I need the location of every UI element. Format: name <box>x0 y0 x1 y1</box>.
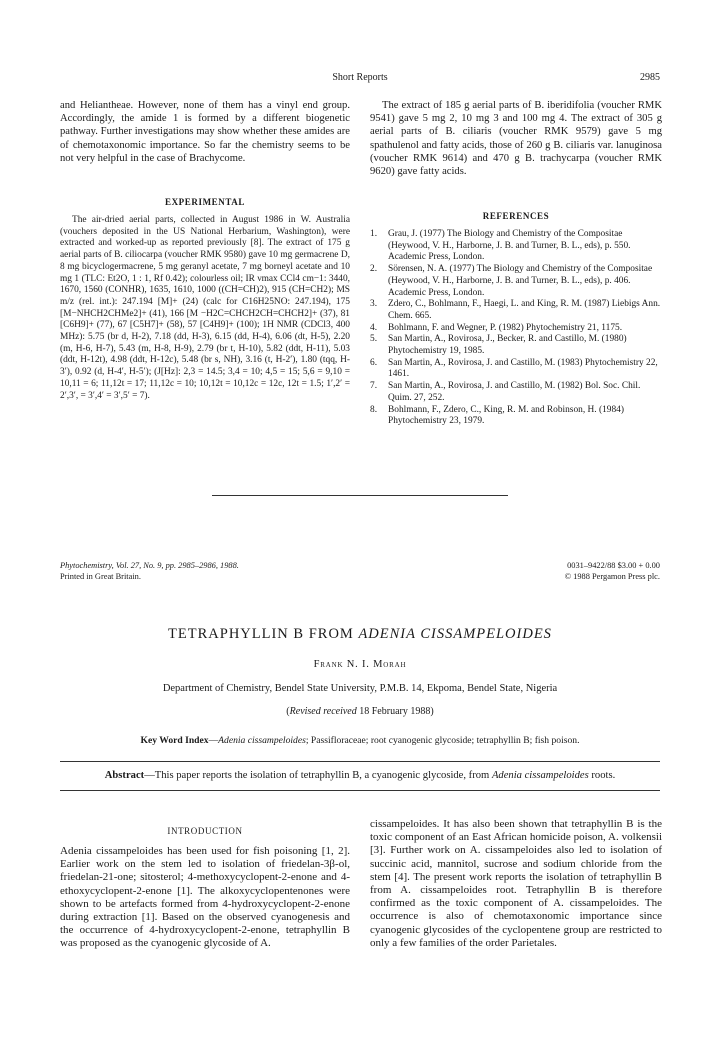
section-title: Short Reports <box>332 72 388 83</box>
article-separator <box>212 495 508 496</box>
experimental-paragraph: The air-dried aerial parts, collected in August 1986 in W. Australia (vouchers deposited in the US National Herbarium, Washington), were extracted and worked-up as reported previously [8]. The extract of 175 g aerial parts of B. ciliocarpa (voucher RMK 9580) gave 10 mg germacrene D, 8 mg bicyclogermacrene, 5 mg geranyl acetate, 7 mg borneyl acetate and 10 mg 1 (TLC: Et2O, 1 : 1, Rf 0.42); colourless oil; IR νmax CCl4 cm−1: 3440, 1670, 1560 (CONHR), 1635, 1610, 1000 ((CH=CH)2), 915 (CH=CH2); MS m/z (rel. int.): 247.194 [M]+ (24) (calc for C16H25NO: 247.194), 175 [M−NHCH2CHMe2]+ (41), 166 [M −H2C=CHCH2CH=CHCH2]+ (37), 81 [C6H9]+ (77), 67 [C5H7]+ (58), 57 [C4H9]+ (100); 1H NMR (CDCl3, 400 MHz): 5.75 (br d, H-2), 7.18 (dd, H-3), 6.15 (dd, H-4), 6.06 (dt, H-5), 2.20 (m, H-6, H-7), 5.43 (m, H-8, H-9), 2.79 (br t, H-10), 5.82 (ddt, H-11), 5.03 (ddt, H-12t), 4.98 (ddt, H-12c), 5.48 (br s, NH), 3.16 (t, H-2′), 1.80 (tqq, H-3′), 0.92 (d, H-4′, H-5′); (J[Hz]: 2,3 = 14.5; 3,4 = 10; 4,5 = 15; 5,6 = 9,10 = 10,11 = 6; 11,12t = 17; 11,12c = 10; 10,12t = 10,12c = 12c, 12t = 1.5; 1′,2′ = 2′,3′, = 3′,4′ = 3′,5′ = 7). <box>60 215 350 401</box>
printed-line: Printed in Great Britain. <box>60 571 141 581</box>
introduction-paragraph: Adenia cissampeloides has been used for fish poisoning [1, 2]. Earlier work on the stem led to isolation of friedelan-3β-ol, friedelan-21-one; sitosterol; 4-methoxycyclopent-2-enone and 4-ethoxycyclopent-2-enone [1]. The alkoxycyclopentenones were shown to be artefacts formed from 4-hydroxycyclopent-2-enone during extraction [1]. Based on the observed cyanogenesis and the occurrence of 4-hydroxycyclopent-2-enone, tetraphyllin B was proposed as the cyanogenic glycoside of A. <box>60 845 350 950</box>
introduction-right <box>370 818 662 950</box>
experimental-text <box>60 215 350 402</box>
introduction-left <box>60 845 350 951</box>
introduction-continued: cissampeloides. It has also been shown that tetraphyllin B is the toxic component of an East African homicide poison, A. volkensii [3]. Further work on A. cissampeloides also led to isolation of succinic acid, mannitol, sucrose and sodium chloride from the stem [4]. The present work reports the isolation of tetraphyllin B from A. cissampeloides root. Tetraphyllin B is therefore confirmed as the toxic component of A. cissampeloides. The occurrence is also of chemotaxonomic importance since cyanogenic glycosides of the cyclopentene group are restricted to only a few families of the order Parietales. <box>370 818 662 949</box>
journal-line: Phytochemistry, Vol. 27, No. 9, pp. 2985–2986, 1988. <box>60 561 239 570</box>
article-title: TETRAPHYLLIN B FROM ADENIA CISSAMPELOIDES <box>168 626 552 642</box>
extract-paragraph: The extract of 185 g aerial parts of B. iberidifolia (voucher RMK 9541) gave 5 mg 2, 10 mg 3 and 100 mg 4. The extract of 305 g aerial parts of B. ciliaris (voucher RMK 9579) gave 5 mg spathulenol and fatty acids, those of 260 g B. ciliaris var. lanuginosa (voucher RMK 9614) and 470 g B. trachycarpa (voucher RMK 9620) gave fatty acids. <box>370 100 662 178</box>
abstract-rule-top <box>60 761 660 762</box>
references-block <box>370 229 662 428</box>
reference-item: 1. Grau, J. (1977) The Biology and Chemistry of the Compositae (Heywood, V. H., Harborne, J. B. and Turner, B. L., eds), p. 550. Academic Press, London. <box>370 229 631 263</box>
abstract: Abstract—This paper reports the isolation of tetraphyllin B, a cyanogenic glycoside, from Adenia cissampeloides roots. <box>104 770 616 781</box>
reference-item: 6. San Martin, A., Rovirosa, J. and Castillo, M. (1983) Phytochemistry 22, 1461. <box>370 357 658 380</box>
page-number: 2985 <box>640 72 660 83</box>
conclusion-paragraph: and Heliantheae. However, none of them has a vinyl end group. Accordingly, the amide 1 is formed by a different biogenetic pathway. Further investigations may show whether these amides are of chemotaxonomic importance. So far the chemistry seems to be not very helpful in the case of Brachycome. <box>60 100 350 164</box>
copyright-info <box>480 561 660 583</box>
experimental-heading: EXPERIMENTAL <box>164 197 246 207</box>
reference-item: 2. Sörensen, N. A. (1977) The Biology and Chemistry of the Compositae (Heywood, V. H., Harborne, J. B. and Turner, B. L., eds), p. 406. Academic Press, London. <box>370 264 653 298</box>
introduction-heading: INTRODUCTION <box>167 826 243 836</box>
revised-date: (Revised received 18 February 1988) <box>286 706 434 717</box>
price-line: 0031–9422/88 $3.00 + 0.00 <box>567 561 660 570</box>
keyword-index: Key Word Index—Adenia cissampeloides; Passifloraceae; root cyanogenic glycoside; tetraphyllin B; fish poison. <box>140 735 580 746</box>
journal-info <box>60 561 239 583</box>
top-right-column <box>370 99 662 178</box>
running-head <box>60 72 660 86</box>
reference-item: 7. San Martin, A., Rovirosa, J. and Castillo, M. (1982) Bol. Soc. Chil. Quim. 27, 252. <box>370 381 641 403</box>
copyright-line: © 1988 Pergamon Press plc. <box>564 571 660 581</box>
references-heading: REFERENCES <box>482 211 550 221</box>
abstract-rule-bottom <box>60 790 660 791</box>
reference-item: 5. San Martin, A., Rovirosa, J., Becker, R. and Castillo, M. (1980) Phytochemistry 19, 1985. <box>370 334 627 357</box>
reference-item: 4. Bohlmann, F. and Wegner, P. (1982) Phytochemistry 21, 1175. <box>370 322 623 333</box>
reference-item: 8. Bohlmann, F., Zdero, C., King, R. M. and Robinson, H. (1984) Phytochemistry 23, 1979. <box>370 404 624 427</box>
reference-item: 3. Zdero, C., Bohlmann, F., Haegi, L. and King, R. M. (1987) Liebigs Ann. Chem. 665. <box>370 299 661 321</box>
affiliation: Department of Chemistry, Bendel State University, P.M.B. 14, Ekpoma, Bendel State, Nigeria <box>162 683 558 694</box>
references-list <box>370 229 662 428</box>
author-name: Frank N. I. Morah <box>313 659 407 670</box>
top-left-column <box>60 99 350 165</box>
